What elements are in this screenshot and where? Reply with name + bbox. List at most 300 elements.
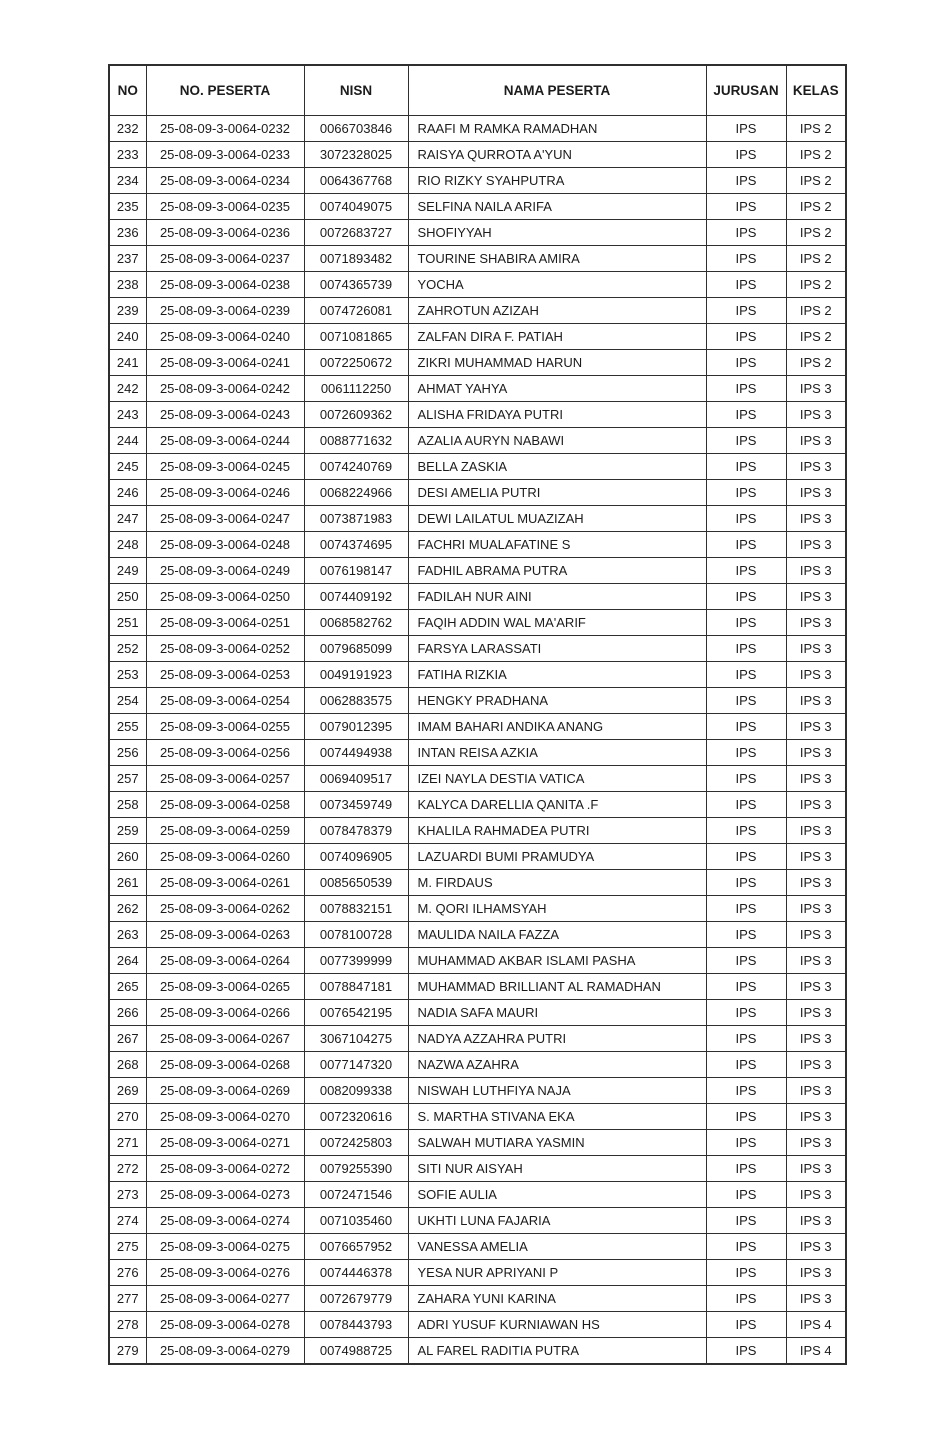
table-row [109,298,846,324]
cell-jurusan: IPS [706,610,786,636]
cell-no: 276 [109,1260,146,1286]
cell-no-peserta: 25-08-09-3-0064-0260 [146,844,304,870]
cell-no: 268 [109,1052,146,1078]
cell-nisn: 0064367768 [304,168,408,194]
cell-nama-peserta: AL FAREL RADITIA PUTRA [408,1338,706,1365]
cell-no: 247 [109,506,146,532]
cell-nama-peserta: ZAHROTUN AZIZAH [408,298,706,324]
cell-jurusan: IPS [706,1234,786,1260]
cell-kelas: IPS 3 [786,870,846,896]
cell-no-peserta: 25-08-09-3-0064-0264 [146,948,304,974]
table-row [109,974,846,1000]
cell-nisn: 0074494938 [304,740,408,766]
table-row [109,558,846,584]
cell-jurusan: IPS [706,532,786,558]
cell-kelas: IPS 3 [786,1026,846,1052]
cell-no-peserta: 25-08-09-3-0064-0248 [146,532,304,558]
cell-no: 264 [109,948,146,974]
table-header-row [109,65,846,116]
cell-nisn: 0074446378 [304,1260,408,1286]
cell-no-peserta: 25-08-09-3-0064-0246 [146,480,304,506]
cell-no-peserta: 25-08-09-3-0064-0275 [146,1234,304,1260]
cell-nisn: 0068582762 [304,610,408,636]
cell-kelas: IPS 3 [786,402,846,428]
cell-jurusan: IPS [706,558,786,584]
cell-nama-peserta: LAZUARDI BUMI PRAMUDYA [408,844,706,870]
cell-jurusan: IPS [706,428,786,454]
cell-nama-peserta: SELFINA NAILA ARIFA [408,194,706,220]
cell-no-peserta: 25-08-09-3-0064-0249 [146,558,304,584]
cell-no: 258 [109,792,146,818]
cell-nisn: 0072320616 [304,1104,408,1130]
cell-nisn: 0072679779 [304,1286,408,1312]
cell-nisn: 0072471546 [304,1182,408,1208]
cell-kelas: IPS 2 [786,194,846,220]
cell-no: 252 [109,636,146,662]
table-row [109,480,846,506]
cell-nama-peserta: FADHIL ABRAMA PUTRA [408,558,706,584]
table-row [109,636,846,662]
cell-kelas: IPS 3 [786,714,846,740]
table-row [109,532,846,558]
cell-jurusan: IPS [706,350,786,376]
cell-no: 250 [109,584,146,610]
cell-jurusan: IPS [706,584,786,610]
table-row [109,1286,846,1312]
cell-kelas: IPS 3 [786,1156,846,1182]
cell-no-peserta: 25-08-09-3-0064-0259 [146,818,304,844]
cell-no: 238 [109,272,146,298]
cell-nisn: 0071081865 [304,324,408,350]
cell-jurusan: IPS [706,1078,786,1104]
cell-no-peserta: 25-08-09-3-0064-0279 [146,1338,304,1365]
cell-kelas: IPS 3 [786,922,846,948]
cell-nisn: 0079685099 [304,636,408,662]
cell-no-peserta: 25-08-09-3-0064-0239 [146,298,304,324]
cell-jurusan: IPS [706,402,786,428]
cell-no: 260 [109,844,146,870]
cell-no-peserta: 25-08-09-3-0064-0257 [146,766,304,792]
table-row [109,1338,846,1365]
cell-kelas: IPS 2 [786,324,846,350]
cell-kelas: IPS 2 [786,168,846,194]
cell-no-peserta: 25-08-09-3-0064-0262 [146,896,304,922]
col-header-nama-peserta: NAMA PESERTA [408,65,706,116]
cell-kelas: IPS 2 [786,246,846,272]
cell-kelas: IPS 2 [786,220,846,246]
cell-nisn: 0074049075 [304,194,408,220]
cell-no: 244 [109,428,146,454]
cell-kelas: IPS 3 [786,1052,846,1078]
cell-nisn: 0078832151 [304,896,408,922]
cell-nisn: 0068224966 [304,480,408,506]
cell-kelas: IPS 3 [786,896,846,922]
cell-no-peserta: 25-08-09-3-0064-0247 [146,506,304,532]
cell-nama-peserta: NISWAH LUTHFIYA NAJA [408,1078,706,1104]
cell-nama-peserta: YOCHA [408,272,706,298]
col-header-nisn: NISN [304,65,408,116]
cell-no: 255 [109,714,146,740]
cell-kelas: IPS 3 [786,688,846,714]
cell-nama-peserta: FACHRI MUALAFATINE S [408,532,706,558]
cell-kelas: IPS 3 [786,948,846,974]
cell-no: 273 [109,1182,146,1208]
cell-jurusan: IPS [706,116,786,142]
cell-nama-peserta: NADIA SAFA MAURI [408,1000,706,1026]
cell-nama-peserta: SOFIE AULIA [408,1182,706,1208]
cell-no-peserta: 25-08-09-3-0064-0232 [146,116,304,142]
table-row [109,1208,846,1234]
table-row [109,844,846,870]
cell-no-peserta: 25-08-09-3-0064-0278 [146,1312,304,1338]
cell-kelas: IPS 3 [786,610,846,636]
cell-nama-peserta: MAULIDA NAILA FAZZA [408,922,706,948]
table-row [109,948,846,974]
cell-no: 279 [109,1338,146,1365]
cell-jurusan: IPS [706,974,786,1000]
cell-nama-peserta: FADILAH NUR AINI [408,584,706,610]
cell-kelas: IPS 3 [786,740,846,766]
cell-no-peserta: 25-08-09-3-0064-0236 [146,220,304,246]
cell-no: 245 [109,454,146,480]
cell-nama-peserta: RIO RIZKY SYAHPUTRA [408,168,706,194]
cell-nama-peserta: SHOFIYYAH [408,220,706,246]
cell-nisn: 0071893482 [304,246,408,272]
cell-no-peserta: 25-08-09-3-0064-0265 [146,974,304,1000]
cell-no-peserta: 25-08-09-3-0064-0276 [146,1260,304,1286]
cell-no: 237 [109,246,146,272]
cell-nama-peserta: DEWI LAILATUL MUAZIZAH [408,506,706,532]
table-row [109,142,846,168]
cell-nisn: 0077399999 [304,948,408,974]
cell-nama-peserta: ADRI YUSUF KURNIAWAN HS [408,1312,706,1338]
cell-nisn: 0062883575 [304,688,408,714]
cell-nama-peserta: NADYA AZZAHRA PUTRI [408,1026,706,1052]
cell-no: 236 [109,220,146,246]
cell-jurusan: IPS [706,896,786,922]
cell-nama-peserta: MUHAMMAD AKBAR ISLAMI PASHA [408,948,706,974]
cell-no-peserta: 25-08-09-3-0064-0267 [146,1026,304,1052]
cell-nisn: 0072425803 [304,1130,408,1156]
cell-nama-peserta: UKHTI LUNA FAJARIA [408,1208,706,1234]
cell-jurusan: IPS [706,480,786,506]
cell-nama-peserta: FATIHA RIZKIA [408,662,706,688]
cell-kelas: IPS 4 [786,1312,846,1338]
cell-jurusan: IPS [706,1130,786,1156]
cell-nama-peserta: BELLA ZASKIA [408,454,706,480]
cell-jurusan: IPS [706,1026,786,1052]
cell-no-peserta: 25-08-09-3-0064-0237 [146,246,304,272]
cell-kelas: IPS 3 [786,376,846,402]
cell-no-peserta: 25-08-09-3-0064-0269 [146,1078,304,1104]
table-row [109,1104,846,1130]
table-row [109,506,846,532]
cell-nisn: 0085650539 [304,870,408,896]
cell-nama-peserta: RAISYA QURROTA A'YUN [408,142,706,168]
cell-nama-peserta: S. MARTHA STIVANA EKA [408,1104,706,1130]
cell-kelas: IPS 3 [786,1130,846,1156]
cell-nisn: 0073871983 [304,506,408,532]
cell-no: 272 [109,1156,146,1182]
table-row [109,350,846,376]
col-header-no: NO [109,65,146,116]
cell-kelas: IPS 3 [786,1078,846,1104]
cell-no-peserta: 25-08-09-3-0064-0242 [146,376,304,402]
cell-jurusan: IPS [706,1000,786,1026]
cell-nisn: 0079255390 [304,1156,408,1182]
cell-no: 262 [109,896,146,922]
cell-no-peserta: 25-08-09-3-0064-0277 [146,1286,304,1312]
cell-nama-peserta: SALWAH MUTIARA YASMIN [408,1130,706,1156]
cell-no-peserta: 25-08-09-3-0064-0263 [146,922,304,948]
cell-jurusan: IPS [706,844,786,870]
col-header-no-peserta: NO. PESERTA [146,65,304,116]
cell-nama-peserta: IZEI NAYLA DESTIA VATICA [408,766,706,792]
cell-nama-peserta: NAZWA AZAHRA [408,1052,706,1078]
cell-no-peserta: 25-08-09-3-0064-0251 [146,610,304,636]
cell-no-peserta: 25-08-09-3-0064-0272 [146,1156,304,1182]
table-row [109,1000,846,1026]
table-row [109,818,846,844]
cell-kelas: IPS 2 [786,350,846,376]
table-row [109,896,846,922]
cell-kelas: IPS 3 [786,558,846,584]
cell-no: 257 [109,766,146,792]
cell-nisn: 0061112250 [304,376,408,402]
cell-no: 266 [109,1000,146,1026]
cell-no-peserta: 25-08-09-3-0064-0243 [146,402,304,428]
cell-kelas: IPS 2 [786,298,846,324]
cell-nama-peserta: AZALIA AURYN NABAWI [408,428,706,454]
cell-nisn: 0072683727 [304,220,408,246]
table-row [109,584,846,610]
cell-no-peserta: 25-08-09-3-0064-0273 [146,1182,304,1208]
cell-jurusan: IPS [706,688,786,714]
cell-nama-peserta: M. FIRDAUS [408,870,706,896]
table-row [109,402,846,428]
cell-jurusan: IPS [706,1338,786,1365]
cell-kelas: IPS 2 [786,142,846,168]
cell-no: 240 [109,324,146,350]
cell-jurusan: IPS [706,1182,786,1208]
cell-nisn: 0079012395 [304,714,408,740]
table-row [109,168,846,194]
cell-nisn: 0071035460 [304,1208,408,1234]
cell-nisn: 0069409517 [304,766,408,792]
cell-jurusan: IPS [706,1052,786,1078]
cell-nama-peserta: ALISHA FRIDAYA PUTRI [408,402,706,428]
cell-nama-peserta: SITI NUR AISYAH [408,1156,706,1182]
cell-nama-peserta: M. QORI ILHAMSYAH [408,896,706,922]
cell-no: 270 [109,1104,146,1130]
cell-no: 241 [109,350,146,376]
cell-jurusan: IPS [706,1260,786,1286]
cell-no-peserta: 25-08-09-3-0064-0270 [146,1104,304,1130]
cell-no: 253 [109,662,146,688]
cell-kelas: IPS 3 [786,480,846,506]
cell-no-peserta: 25-08-09-3-0064-0240 [146,324,304,350]
cell-nisn: 0078443793 [304,1312,408,1338]
cell-jurusan: IPS [706,246,786,272]
table-row [109,1026,846,1052]
table-row [109,922,846,948]
cell-jurusan: IPS [706,922,786,948]
table-row [109,194,846,220]
cell-kelas: IPS 2 [786,272,846,298]
table-row [109,1156,846,1182]
cell-no: 277 [109,1286,146,1312]
cell-jurusan: IPS [706,948,786,974]
cell-jurusan: IPS [706,168,786,194]
table-row [109,428,846,454]
table-row [109,1130,846,1156]
cell-nama-peserta: ZALFAN DIRA F. PATIAH [408,324,706,350]
cell-nisn: 0074096905 [304,844,408,870]
table-row [109,454,846,480]
cell-jurusan: IPS [706,870,786,896]
cell-kelas: IPS 3 [786,1104,846,1130]
cell-kelas: IPS 3 [786,1000,846,1026]
cell-no-peserta: 25-08-09-3-0064-0255 [146,714,304,740]
cell-nama-peserta: FAQIH ADDIN WAL MA'ARIF [408,610,706,636]
cell-nisn: 3067104275 [304,1026,408,1052]
cell-kelas: IPS 3 [786,428,846,454]
cell-jurusan: IPS [706,272,786,298]
cell-jurusan: IPS [706,324,786,350]
cell-no: 234 [109,168,146,194]
cell-jurusan: IPS [706,220,786,246]
table-row [109,870,846,896]
cell-nama-peserta: DESI AMELIA PUTRI [408,480,706,506]
cell-kelas: IPS 3 [786,506,846,532]
cell-nama-peserta: MUHAMMAD BRILLIANT AL RAMADHAN [408,974,706,1000]
cell-nama-peserta: KALYCA DARELLIA QANITA .F [408,792,706,818]
cell-nisn: 0073459749 [304,792,408,818]
cell-nisn: 0072250672 [304,350,408,376]
cell-jurusan: IPS [706,506,786,532]
cell-kelas: IPS 3 [786,1208,846,1234]
cell-nisn: 3072328025 [304,142,408,168]
cell-no-peserta: 25-08-09-3-0064-0241 [146,350,304,376]
table-row [109,272,846,298]
cell-kelas: IPS 3 [786,974,846,1000]
cell-no: 274 [109,1208,146,1234]
cell-jurusan: IPS [706,194,786,220]
cell-no: 248 [109,532,146,558]
table-row [109,688,846,714]
cell-no: 278 [109,1312,146,1338]
cell-no-peserta: 25-08-09-3-0064-0252 [146,636,304,662]
cell-no: 242 [109,376,146,402]
cell-nisn: 0078847181 [304,974,408,1000]
cell-no: 254 [109,688,146,714]
cell-kelas: IPS 3 [786,532,846,558]
cell-nama-peserta: HENGKY PRADHANA [408,688,706,714]
table-row [109,1182,846,1208]
cell-no: 232 [109,116,146,142]
cell-kelas: IPS 3 [786,454,846,480]
cell-nisn: 0049191923 [304,662,408,688]
cell-jurusan: IPS [706,792,786,818]
cell-nisn: 0074988725 [304,1338,408,1365]
participant-table [108,64,847,1365]
cell-nisn: 0082099338 [304,1078,408,1104]
cell-jurusan: IPS [706,636,786,662]
cell-nisn: 0074374695 [304,532,408,558]
cell-jurusan: IPS [706,818,786,844]
table-row [109,324,846,350]
cell-nisn: 0074726081 [304,298,408,324]
cell-kelas: IPS 3 [786,662,846,688]
cell-jurusan: IPS [706,454,786,480]
cell-nisn: 0078478379 [304,818,408,844]
cell-nama-peserta: TOURINE SHABIRA AMIRA [408,246,706,272]
table-row [109,1234,846,1260]
table-body [109,116,846,1365]
cell-kelas: IPS 3 [786,1234,846,1260]
cell-no-peserta: 25-08-09-3-0064-0261 [146,870,304,896]
table-row [109,1312,846,1338]
cell-no: 233 [109,142,146,168]
cell-nama-peserta: INTAN REISA AZKIA [408,740,706,766]
cell-nisn: 0076542195 [304,1000,408,1026]
cell-no: 243 [109,402,146,428]
table-row [109,1078,846,1104]
cell-no-peserta: 25-08-09-3-0064-0254 [146,688,304,714]
col-header-kelas: KELAS [786,65,846,116]
cell-kelas: IPS 4 [786,1338,846,1365]
cell-nisn: 0074240769 [304,454,408,480]
cell-no: 235 [109,194,146,220]
cell-kelas: IPS 3 [786,1182,846,1208]
cell-no: 269 [109,1078,146,1104]
cell-no: 249 [109,558,146,584]
table-row [109,1260,846,1286]
cell-nama-peserta: IMAM BAHARI ANDIKA ANANG [408,714,706,740]
cell-kelas: IPS 3 [786,1286,846,1312]
cell-no: 263 [109,922,146,948]
cell-nisn: 0074365739 [304,272,408,298]
table-row [109,220,846,246]
table-row [109,662,846,688]
cell-nisn: 0076657952 [304,1234,408,1260]
cell-nama-peserta: FARSYA LARASSATI [408,636,706,662]
cell-nisn: 0088771632 [304,428,408,454]
cell-nama-peserta: AHMAT YAHYA [408,376,706,402]
cell-no-peserta: 25-08-09-3-0064-0268 [146,1052,304,1078]
cell-no: 246 [109,480,146,506]
cell-nisn: 0078100728 [304,922,408,948]
cell-no-peserta: 25-08-09-3-0064-0234 [146,168,304,194]
cell-nama-peserta: ZIKRI MUHAMMAD HARUN [408,350,706,376]
cell-no: 259 [109,818,146,844]
cell-nisn: 0072609362 [304,402,408,428]
cell-kelas: IPS 3 [786,584,846,610]
cell-no-peserta: 25-08-09-3-0064-0271 [146,1130,304,1156]
cell-nisn: 0076198147 [304,558,408,584]
cell-no-peserta: 25-08-09-3-0064-0256 [146,740,304,766]
table-row [109,1052,846,1078]
table-row [109,246,846,272]
cell-no-peserta: 25-08-09-3-0064-0250 [146,584,304,610]
table-row [109,376,846,402]
cell-kelas: IPS 3 [786,844,846,870]
table-row [109,792,846,818]
cell-no-peserta: 25-08-09-3-0064-0244 [146,428,304,454]
cell-nama-peserta: ZAHARA YUNI KARINA [408,1286,706,1312]
cell-nama-peserta: KHALILA RAHMADEA PUTRI [408,818,706,844]
cell-nisn: 0066703846 [304,116,408,142]
